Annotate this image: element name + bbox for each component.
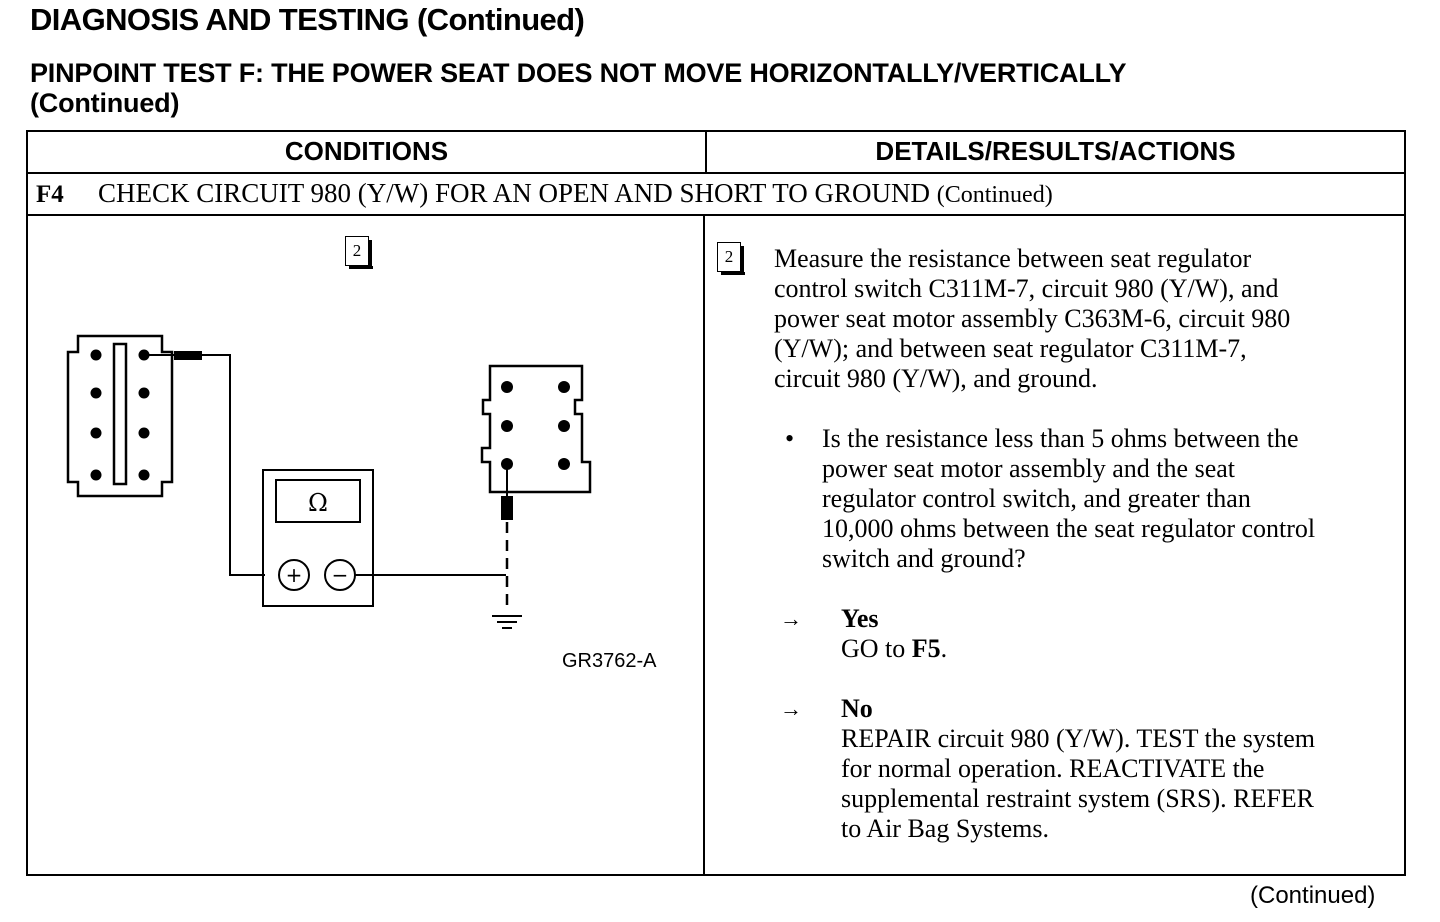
yes-action bbox=[841, 634, 947, 664]
test-title-line-2: (Continued) bbox=[30, 88, 180, 118]
ohm-symbol: Ω bbox=[308, 489, 328, 517]
header-divider bbox=[28, 172, 1404, 174]
wiring-diagram bbox=[40, 300, 660, 660]
continued-footer: (Continued) bbox=[1250, 882, 1376, 909]
yes-action-suffix: . bbox=[940, 634, 948, 663]
yes-action-prefix: GO to bbox=[841, 634, 912, 663]
step-title: CHECK CIRCUIT 980 (Y/W) FOR AN OPEN AND SHORT TO GROUND bbox=[98, 178, 930, 208]
no-action-line: supplemental restraint system (SRS). REFER bbox=[841, 784, 1315, 813]
test-title-line-1: PINPOINT TEST F: THE POWER SEAT DOES NOT MOVE HORIZONTALLY/VERTICALLY bbox=[30, 58, 1127, 88]
seat-motor-connector bbox=[482, 366, 590, 492]
question-line: 10,000 ohms between the seat regulator control bbox=[822, 514, 1316, 543]
yes-block bbox=[841, 604, 947, 664]
question-line: regulator control switch, and greater than bbox=[822, 484, 1251, 513]
measure-line: power seat motor assembly C363M-6, circuit 980 bbox=[774, 304, 1291, 333]
question-line: switch and ground? bbox=[822, 544, 1026, 573]
step-title-row bbox=[36, 178, 1053, 209]
minus-terminal-icon: − bbox=[331, 563, 349, 587]
question-line: Is the resistance less than 5 ohms between the bbox=[822, 424, 1299, 453]
left-lead-wire bbox=[144, 355, 265, 575]
figure-id: GR3762-A bbox=[562, 650, 657, 672]
measure-line: (Y/W); and between seat regulator C311M-7, bbox=[774, 334, 1247, 363]
measure-line: circuit 980 (Y/W), and ground. bbox=[774, 364, 1098, 393]
page-title: DIAGNOSIS AND TESTING (Continued) bbox=[30, 2, 585, 37]
seat-motor-pins bbox=[501, 381, 570, 470]
details-substep-number: 2 bbox=[717, 242, 741, 272]
bullet-icon: • bbox=[785, 424, 795, 453]
question-text bbox=[822, 424, 1402, 574]
question-line: power seat motor assembly and the seat bbox=[822, 454, 1235, 483]
measure-instruction bbox=[774, 244, 1394, 394]
no-action-line: to Air Bag Systems. bbox=[841, 814, 1050, 843]
ground-icon bbox=[492, 616, 522, 628]
no-block bbox=[841, 694, 1401, 844]
conditions-substep-number: 2 bbox=[345, 236, 369, 266]
no-action-line: for normal operation. REACTIVATE the bbox=[841, 754, 1265, 783]
measure-line: Measure the resistance between seat regulator bbox=[774, 244, 1252, 273]
column-divider bbox=[703, 214, 705, 874]
no-arrow-icon: → bbox=[780, 696, 802, 721]
yes-action-target: F5 bbox=[911, 634, 941, 663]
yes-label: Yes bbox=[841, 604, 879, 633]
step-number: F4 bbox=[36, 181, 64, 208]
measure-line: control switch C311M-7, circuit 980 (Y/W), and bbox=[774, 274, 1279, 303]
control-switch-connector bbox=[68, 336, 172, 496]
no-action-line: REPAIR circuit 980 (Y/W). TEST the system bbox=[841, 724, 1315, 753]
plus-terminal-icon: + bbox=[285, 563, 303, 587]
step-continued: (Continued) bbox=[936, 182, 1053, 208]
no-label: No bbox=[841, 694, 873, 723]
step-divider bbox=[28, 214, 1404, 216]
motor-probe bbox=[501, 496, 513, 520]
yes-arrow-icon: → bbox=[780, 606, 802, 631]
column-header-conditions: CONDITIONS bbox=[284, 136, 449, 166]
column-header-details: DETAILS/RESULTS/ACTIONS bbox=[875, 136, 1236, 166]
test-title bbox=[30, 58, 1410, 118]
